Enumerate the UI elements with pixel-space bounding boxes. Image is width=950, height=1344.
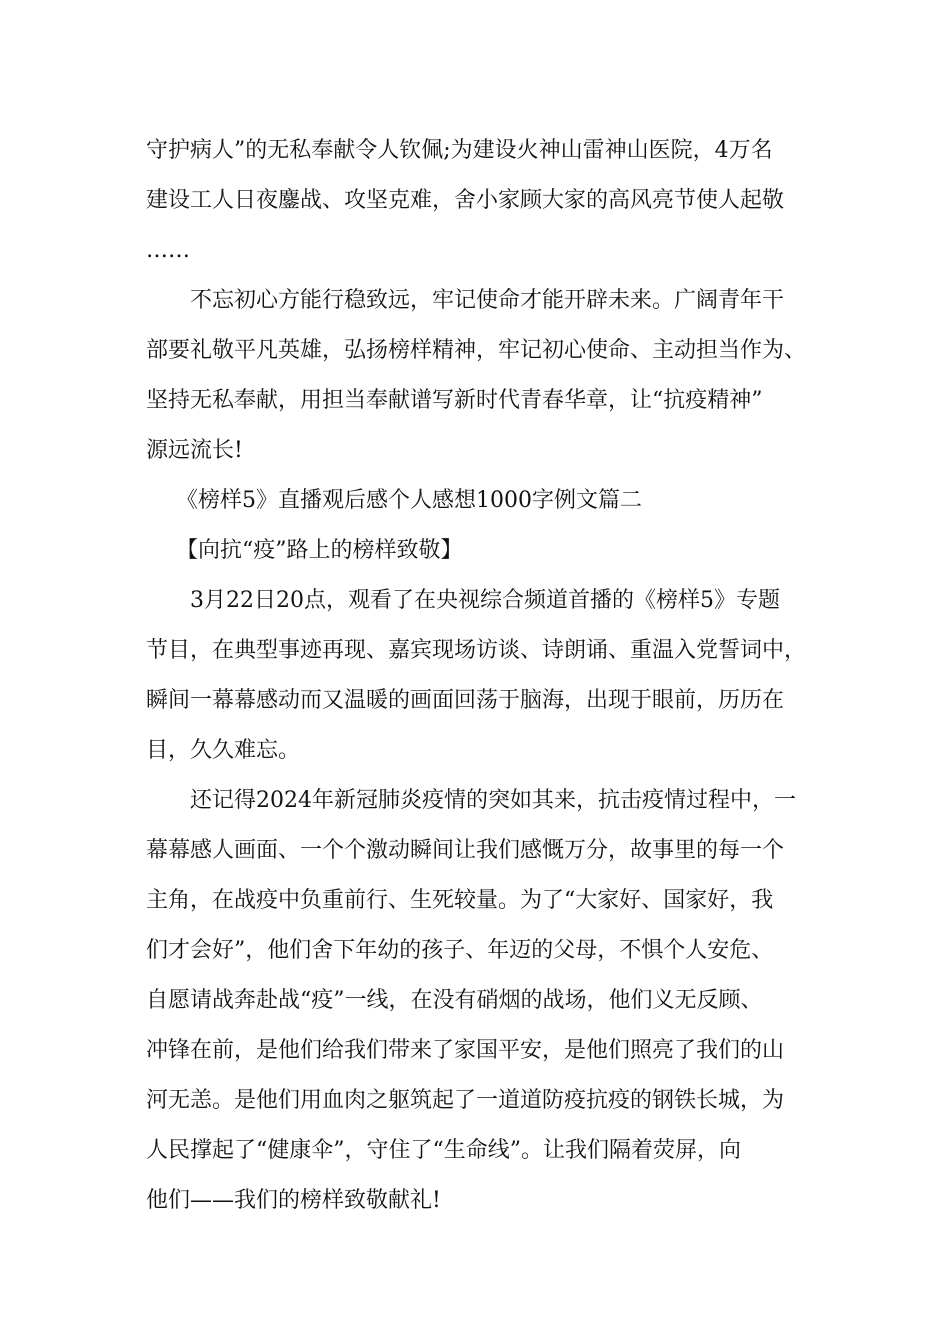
text-line: 幕幕感人画面、一个个激动瞬间让我们感慨万分，故事里的每一个 (146, 838, 785, 863)
text-line: 主角，在战疫中负重前行、生死较量。为了“大家好、国家好，我 (146, 888, 774, 913)
text-line: 节目，在典型事迹再现、嘉宾现场访谈、诗朗诵、重温入党誓词中， (146, 638, 807, 663)
text-line: 自愿请战奔赴战“疫”一线，在没有硝烟的战场，他们义无反顾、 (146, 988, 763, 1013)
section-title: 《榜样5》直播观后感个人感想1000字例文篇二 (176, 488, 642, 513)
text-line: 冲锋在前，是他们给我们带来了家国平安，是他们照亮了我们的山 (146, 1038, 785, 1063)
text-line: 们才会好”，他们舍下年幼的孩子、年迈的父母，不惧个人安危、 (146, 938, 774, 963)
text-line: 人民撑起了“健康伞”，守住了“生命线”。让我们隔着荧屏，向 (146, 1138, 741, 1163)
paragraph-first-line: 还记得2024年新冠肺炎疫情的突如其来，抗击疫情过程中，一 (190, 788, 796, 813)
text-line: 部要礼敬平凡英雄，弘扬榜样精神，牢记初心使命、主动担当作为、 (146, 338, 807, 363)
text-line: 他们——我们的榜样致敬献礼! (146, 1188, 441, 1213)
text-line: 坚持无私奉献，用担当奉献谱写新时代青春华章，让“抗疫精神” (146, 388, 763, 413)
text-line: …… (146, 238, 190, 263)
text-line: 建设工人日夜鏖战、攻坚克难，舍小家顾大家的高风亮节使人起敬 (146, 188, 785, 213)
section-subtitle: 【向抗“疫”路上的榜样致敬】 (176, 538, 463, 563)
text-line: 瞬间一幕幕感动而又温暖的画面回荡于脑海，出现于眼前，历历在 (146, 688, 785, 713)
text-line: 目，久久难忘。 (146, 738, 301, 763)
text-line: 守护病人”的无私奉献令人钦佩;为建设火神山雷神山医院，4万名 (146, 138, 773, 163)
paragraph-first-line: 不忘初心方能行稳致远，牢记使命才能开辟未来。广阔青年干 (190, 288, 785, 313)
text-line: 源远流长! (146, 438, 243, 463)
text-line: 河无恙。是他们用血肉之躯筑起了一道道防疫抗疫的钢铁长城，为 (146, 1088, 785, 1113)
paragraph-first-line: 3月22日20点，观看了在央视综合频道首播的《榜样5》专题 (190, 588, 780, 613)
